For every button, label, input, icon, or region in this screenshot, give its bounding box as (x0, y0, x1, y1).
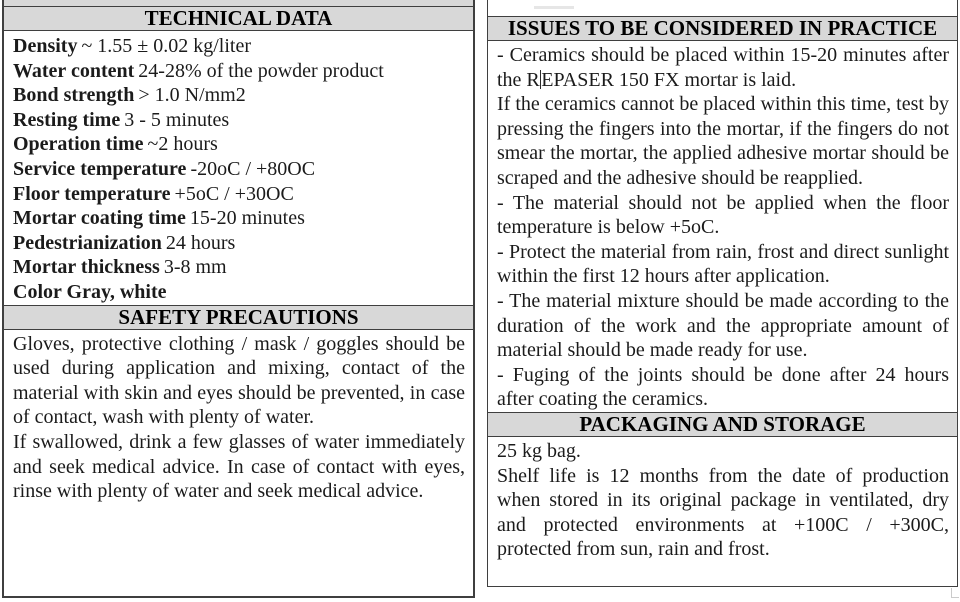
tech-row-color (13, 280, 465, 305)
tech-row-resting-time (13, 108, 465, 133)
technical-data-header: TECHNICAL DATA (4, 7, 473, 31)
tech-label: Mortar coating time (13, 207, 186, 230)
tech-label: Operation time (13, 133, 144, 156)
tech-row-service-temperature (13, 157, 465, 182)
issues-paragraph-with-caret (497, 43, 949, 92)
issues-paragraph: - Protect the material from rain, frost and direct sunlight within the first 12 hours after application. (497, 240, 949, 288)
packaging-paragraph: Shelf life is 12 months from the date of production when stored in its original package in ventilated, dry and protected environments at +100C / +300C, protected from sun, rain and frost. (497, 464, 949, 561)
tech-row-water-content (13, 59, 465, 84)
tech-row-floor-temperature (13, 182, 465, 207)
safety-paragraph: If swallowed, drink a few glasses of water immediately and seek medical advice. In case of contact with eyes, rinse with plenty of water and seek medical advice. (13, 430, 465, 503)
tech-label: Floor temperature (13, 182, 171, 205)
tech-value: > 1.0 N/mm2 (138, 84, 246, 107)
issues-text (488, 41, 957, 412)
tech-value: +5oC / +30OC (174, 182, 294, 205)
packaging-text (488, 437, 957, 562)
tech-value: 15-20 minutes (189, 207, 305, 230)
safety-precautions-header: SAFETY PRECAUTIONS (4, 305, 473, 330)
technical-data-table[interactable] (2, 0, 475, 598)
tech-value: 3-8 mm (163, 256, 227, 279)
tech-row-pedestrianization (13, 231, 465, 256)
safety-paragraph: Gloves, protective clothing / mask / goggles should be used during application and mixing, contact of the material with skin and eyes should be prevented, in case of contact, wash with plenty of water. (13, 332, 465, 429)
tech-label: Resting time (13, 108, 121, 131)
tech-row-operation-time (13, 132, 465, 157)
issues-paragraph: If the ceramics cannot be placed within this time, test by pressing the fingers into the mortar, if the fingers do not smear the mortar, the applied adhesive mortar should be scraped and the adhesive should be reapplied. (497, 93, 949, 189)
technical-data-list (4, 31, 473, 305)
issues-paragraph: - The material mixture should be made according to the duration of the work and the appropriate amount of material should be made ready for use. (497, 289, 949, 362)
tech-value: -20oC / +80OC (190, 157, 316, 180)
issues-header: ISSUES TO BE CONSIDERED IN PRACTICE (488, 16, 957, 41)
cutoff-cell-sliver (488, 0, 957, 16)
tech-label: Color Gray, white (13, 280, 167, 303)
issues-paragraph: - Fuging of the joints should be done after 24 hours after coating the ceramics. (497, 363, 949, 411)
tech-label: Water content (13, 59, 135, 82)
tech-value: 24 hours (165, 231, 236, 254)
tech-label: Density (13, 35, 78, 57)
tech-row-mortar-coating-time (13, 206, 465, 231)
tech-label: Service temperature (13, 157, 187, 180)
safety-precautions-text (4, 330, 473, 504)
tech-value: 24-28% of the powder product (138, 59, 384, 82)
faded-text-artifact (534, 6, 574, 9)
tech-value: ~2 hours (147, 133, 218, 156)
issues-packaging-table[interactable] (487, 0, 958, 587)
tech-label: Pedestrianization (13, 231, 162, 254)
tech-row-density (13, 34, 465, 59)
table-corner-mark (951, 588, 959, 598)
tech-label: Bond strength (13, 84, 135, 107)
issues-text-before-caret: - Ceramics should be placed within 15-20 minutes after the R (497, 44, 949, 91)
issues-paragraph: - The material should not be applied when the floor temperature is below +5oC. (497, 191, 949, 239)
tech-label: Mortar thickness (13, 256, 160, 279)
tech-value: 3 - 5 minutes (124, 108, 230, 131)
packaging-paragraph: 25 kg bag. (497, 439, 581, 462)
tech-value: ~ 1.55 ± 0.02 kg/liter (81, 35, 252, 57)
issues-text-after-caret: EPASER 150 FX mortar is laid. (541, 68, 797, 91)
tech-row-bond-strength (13, 83, 465, 108)
cutoff-header-sliver (4, 0, 473, 7)
tech-row-mortar-thickness (13, 255, 465, 280)
packaging-header: PACKAGING AND STORAGE (488, 412, 957, 437)
